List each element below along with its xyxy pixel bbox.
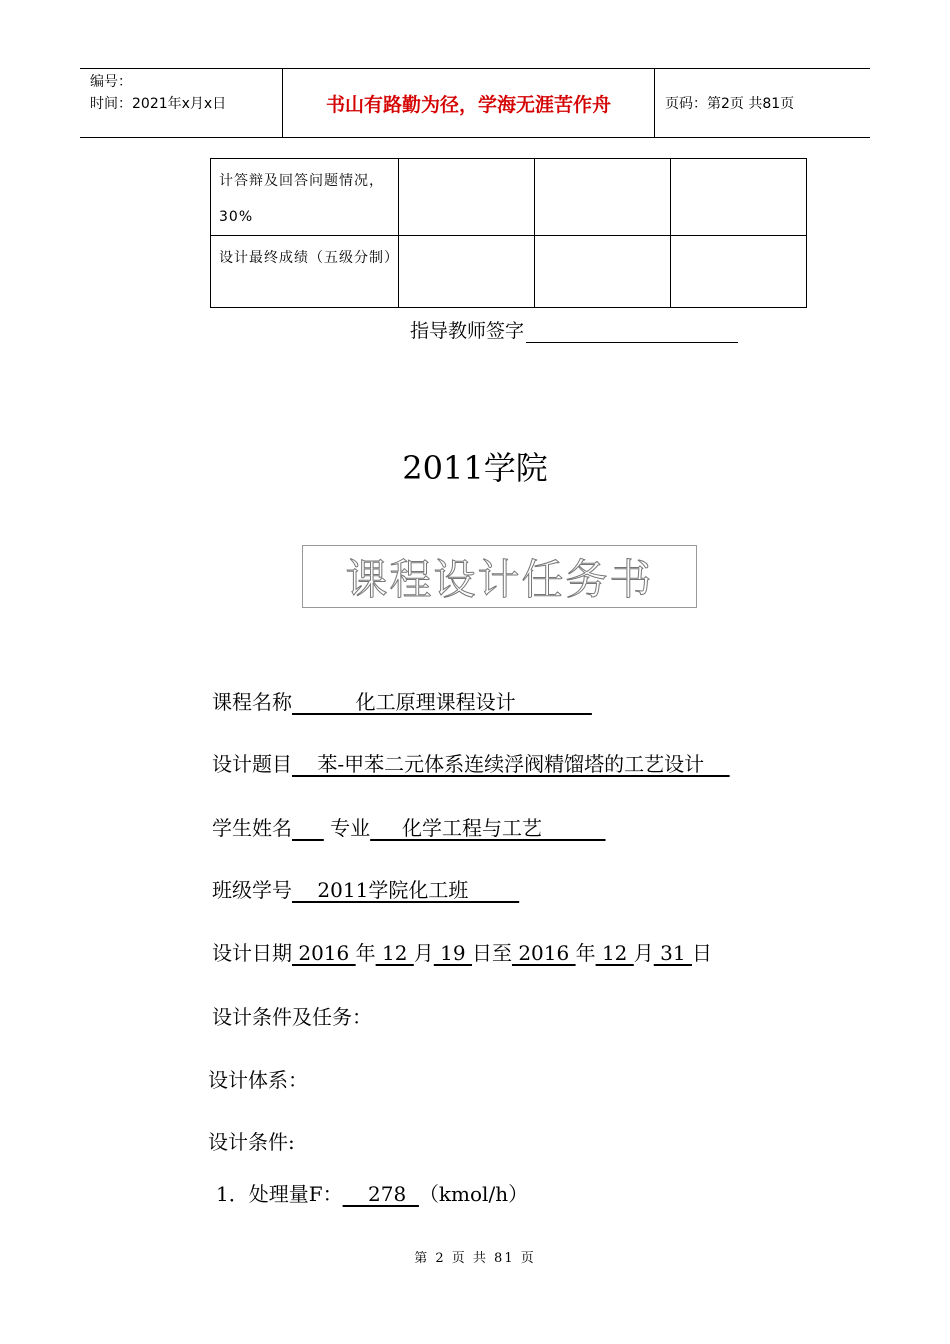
major-label: 专业 <box>323 816 371 840</box>
item-throughput <box>216 1178 528 1207</box>
header-meta <box>80 69 282 137</box>
page-header <box>80 68 870 138</box>
throughput-value: 278 <box>342 1182 419 1206</box>
student-value <box>292 816 324 840</box>
teacher-signature <box>410 316 738 343</box>
class-value: 2011学院化工班 <box>292 878 520 902</box>
date-end-day: 31 <box>653 941 692 965</box>
class-label: 班级学号 <box>212 878 292 902</box>
student-label: 学生姓名 <box>212 816 292 840</box>
grade-cell <box>399 159 535 236</box>
date-start-day: 19 <box>433 941 472 965</box>
class-field <box>212 874 519 903</box>
system-heading: 设计体系： <box>208 1068 308 1092</box>
date-label: 设计日期 <box>212 941 292 965</box>
header-motto: 书山有路勤为径，学海无涯苦作舟 <box>282 69 655 137</box>
time-label: 时间：2021年x月x日 <box>90 96 227 112</box>
date-start-year: 2016 <box>292 941 356 965</box>
topic-value: 苯-甲苯二元体系连续浮阀精馏塔的工艺设计 <box>292 752 730 776</box>
throughput-label: 1．处理量F： <box>216 1182 343 1206</box>
topic-label: 设计题目 <box>212 752 292 776</box>
date-start-month: 12 <box>375 941 414 965</box>
course-name-field <box>212 686 592 715</box>
code-label: 编号： <box>90 74 132 90</box>
date-to: 日至 <box>471 941 512 965</box>
date-month-char: 月 <box>413 941 434 965</box>
school-title: 2011学院 <box>402 449 548 487</box>
throughput-unit: （kmol/h） <box>418 1182 529 1206</box>
design-topic-field <box>212 748 730 777</box>
table-row <box>211 159 807 236</box>
date-year-char: 年 <box>575 941 596 965</box>
grade-row-label: 设计最终成绩（五级分制） <box>211 236 399 308</box>
table-row <box>211 236 807 308</box>
date-day-char: 日 <box>691 941 712 965</box>
major-value: 化学工程与工艺 <box>370 816 606 840</box>
grade-cell <box>535 236 671 308</box>
date-end-year: 2016 <box>511 941 576 965</box>
student-field <box>212 812 606 841</box>
signature-line <box>526 320 738 343</box>
date-end-month: 12 <box>595 941 634 965</box>
page-footer: 第 2 页 共 81 页 <box>414 1251 536 1266</box>
grade-cell <box>671 159 807 236</box>
signature-label: 指导教师签字 <box>410 320 525 342</box>
grade-table <box>210 158 807 308</box>
document-title-box <box>302 545 697 608</box>
design-date-field <box>212 937 712 966</box>
grade-cell <box>535 159 671 236</box>
grade-cell <box>671 236 807 308</box>
document-title: 课程设计任务书 <box>345 554 654 604</box>
grade-row-label: 计答辩及回答问题情况，30% <box>211 159 399 236</box>
conditions-task-heading: 设计条件及任务： <box>212 1005 372 1029</box>
course-label: 课程名称 <box>212 690 292 714</box>
conditions-heading: 设计条件: <box>208 1130 295 1154</box>
grade-cell <box>399 236 535 308</box>
course-value: 化工原理课程设计 <box>292 690 592 714</box>
page-indicator: 页码：第2页 共81页 <box>665 96 795 112</box>
date-month-char: 月 <box>633 941 654 965</box>
date-year-char: 年 <box>355 941 376 965</box>
